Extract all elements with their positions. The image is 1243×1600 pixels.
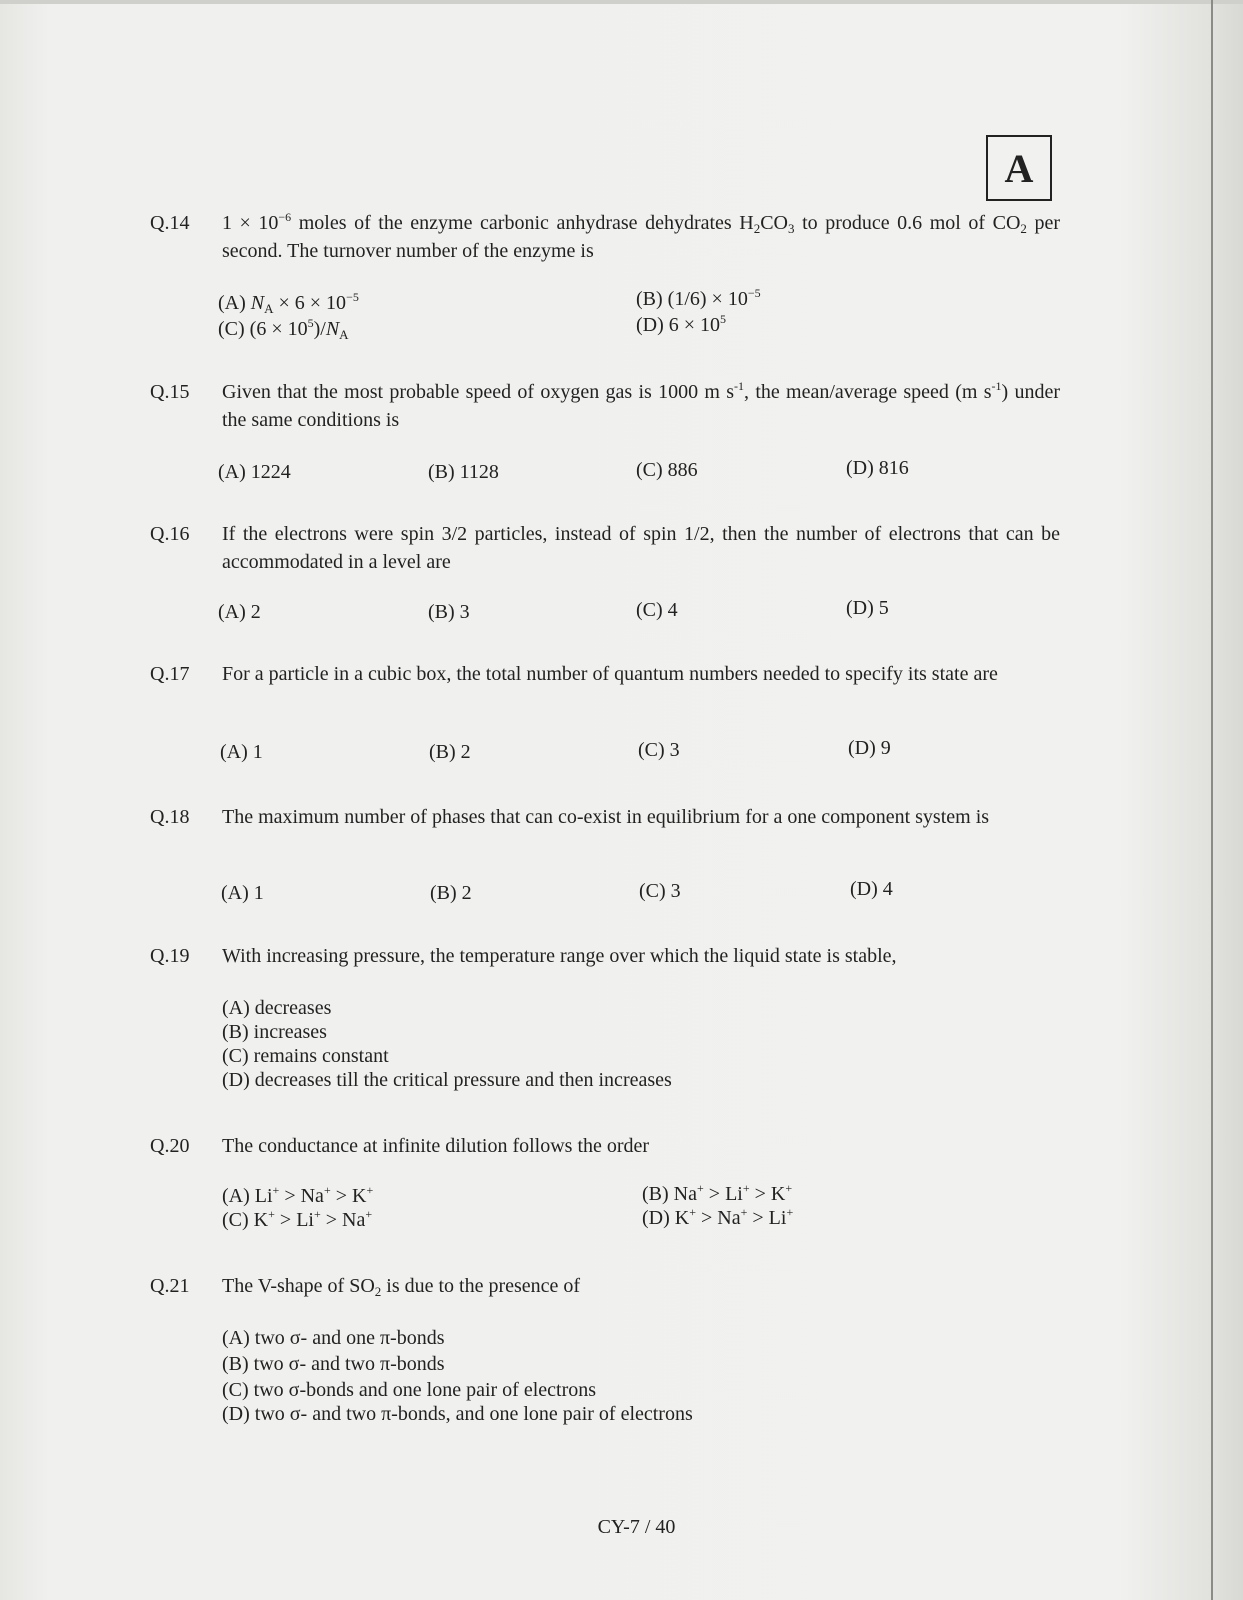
option-a: (A) 1 — [221, 882, 264, 904]
page-footer: CY-7 / 40 — [597, 1516, 676, 1538]
question-set-label: A — [986, 135, 1052, 201]
option-c: (C) $(6 \times 10^5)/N_A$ — [218, 316, 349, 342]
question-text: The conductance at infinite dilution follows the order — [222, 1135, 650, 1157]
top-edge — [0, 0, 1243, 4]
option-a: (A) 1224 — [218, 461, 291, 483]
question-number: Q.16 — [150, 523, 190, 545]
option-a: (A) two σ- and one π-bonds — [222, 1327, 445, 1349]
option-d: (D) 816 — [846, 457, 909, 479]
option-a: (A) Li+ > Na+ > K+ — [222, 1183, 374, 1207]
question-number: Q.14 — [150, 212, 190, 234]
question-number: Q.19 — [150, 945, 190, 967]
option-d: (D) two σ- and two π-bonds, and one lone pair of electrons — [222, 1403, 693, 1425]
option-d: (D) 9 — [848, 737, 891, 759]
question-text: Given that the most probable speed of oxygen gas is 1000 m $s^{-1}$, the mean/average speed (m $s^{-1}$) under the same conditions is — [222, 379, 1060, 431]
question-number: Q.15 — [150, 381, 190, 403]
question-number: Q.18 — [150, 806, 190, 828]
option-c: (C) 3 — [639, 880, 681, 902]
option-a: (A) $N_A \times 6 \times 10^{-5}$ — [218, 290, 359, 316]
option-d: (D) K+ > Na+ > Li+ — [642, 1205, 794, 1229]
right-edge-shadow — [1211, 0, 1213, 1600]
option-a: (A) 2 — [218, 601, 261, 623]
option-c: (C) 886 — [636, 459, 698, 481]
option-b: (B) 3 — [428, 601, 470, 623]
question-number: Q.17 — [150, 663, 190, 685]
question-text: With increasing pressure, the temperature range over which the liquid state is stable, — [222, 945, 897, 967]
option-a: (A) decreases — [222, 997, 332, 1019]
option-b: (B) two σ- and two π-bonds — [222, 1353, 445, 1375]
question-number: Q.21 — [150, 1275, 190, 1297]
option-d: (D) 5 — [846, 597, 889, 619]
option-d: (D) decreases till the critical pressure and then increases — [222, 1069, 672, 1091]
option-d: (D) 4 — [850, 878, 893, 900]
option-b: (B) increases — [222, 1021, 327, 1043]
option-a: (A) 1 — [220, 741, 263, 763]
option-c: (C) K+ > Li+ > Na+ — [222, 1207, 373, 1231]
option-b: (B) 2 — [429, 741, 471, 763]
option-b: (B) 2 — [430, 882, 472, 904]
question-number: Q.20 — [150, 1135, 190, 1157]
question-text: $1 \times 10^{-6}$ moles of the enzyme carbonic anhydrase dehydrates $H_2CO_3$ to produce 0.6 mol of $CO_2$ per second. The turnover number of the enzyme is — [222, 210, 1061, 262]
option-b: (B) Na+ > Li+ > K+ — [642, 1181, 793, 1205]
question-text: The V-shape of $SO_2$ is due to the presence of — [222, 1275, 581, 1299]
option-b: (B) $(1/6) \times 10^{-5}$ — [636, 286, 761, 310]
option-d: (D) $6 \times 10^5$ — [636, 312, 727, 336]
option-c: (C) 3 — [638, 739, 680, 761]
question-text: The maximum number of phases that can co-exist in equilibrium for a one component system is — [222, 806, 990, 828]
question-text: For a particle in a cubic box, the total number of quantum numbers needed to specify its state are — [222, 663, 998, 685]
option-c: (C) two σ-bonds and one lone pair of electrons — [222, 1379, 597, 1401]
option-b: (B) 1128 — [428, 461, 499, 483]
question-text: If the electrons were spin 3/2 particles, instead of spin 1/2, then the number of electrons that can be accommodated in a level are — [222, 523, 1060, 573]
option-c: (C) remains constant — [222, 1045, 389, 1067]
option-c: (C) 4 — [636, 599, 678, 621]
